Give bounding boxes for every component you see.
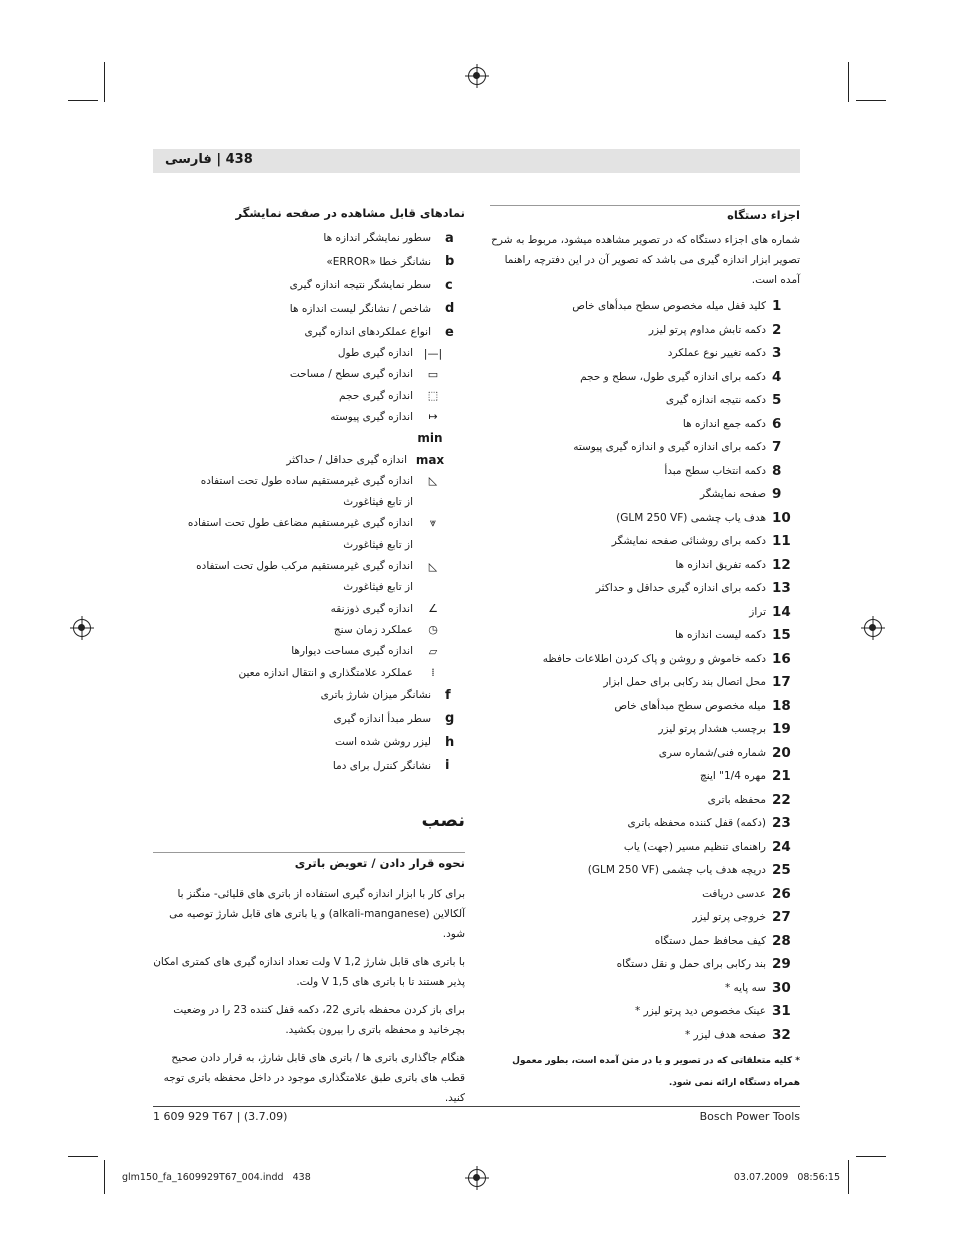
item-text: عدسی دریافت [702,887,766,900]
mode-symbol-icon [423,580,443,594]
parts-list-item [692,907,800,927]
item-number: 28 [772,932,791,949]
mode-symbol-icon: ◺ [428,474,438,488]
legend-item [304,322,465,342]
item-text: دکمه برای اندازه گیری و اندازه گیری پیوسته [573,441,766,453]
mode-text: از تابع فیثاغورث [343,538,413,551]
parts-list-item [649,320,800,340]
legend-item [323,228,465,248]
item-text: (دکمه) قفل کننده محفظه باتری [627,817,766,829]
item-number: 3 [772,345,782,361]
legend-letter: h [445,734,455,750]
mode-symbol-icon: min [417,431,443,446]
mode-item [291,641,443,661]
mode-item [343,535,443,555]
item-number: 30 [772,979,791,996]
legend-text: لیزر روشن شده است [334,736,431,748]
mode-item [290,364,443,384]
item-number: 15 [772,627,791,643]
legend-item [334,709,465,729]
item-number: 6 [772,415,782,432]
item-number: 2 [772,321,782,338]
mode-text: اندازه گیری غیرمستقیم مضاعف طول تحت استفاده [187,517,413,530]
legend-letter: b [445,254,455,269]
mode-text: اندازه گیری غیرمستقیم ساده طول تحت استفاده [200,474,413,487]
mode-item [188,513,443,533]
mode-text: اندازه گیری حجم [339,389,413,402]
item-number: 7 [772,439,782,455]
item-text: محل اتصال بند رکابی برای حمل ابزار [603,676,766,688]
parts-list-item [659,743,800,763]
item-number: 23 [772,815,791,831]
registration-mark-icon [468,67,486,85]
parts-list-item [700,766,800,786]
item-number: 12 [772,556,791,573]
mode-text: عملکرد زمان سنج [333,623,413,636]
mode-symbol-icon: ◷ [428,623,438,637]
doc-number: 1 609 929 T67 | (3.7.09) [153,1110,288,1123]
crop-mark [104,62,105,102]
parts-list-item [655,931,800,951]
display-legend [153,228,465,348]
parts-intro: شماره های اجزاء دستگاه که در تصویر مشاهده میشود، مربوط به شرح تصویر ابزار اندازه گیری می باشد که تصویر آن در این دفترچه راهنما آمده است. [491,234,800,286]
item-text: صفحه نمایشگر [699,488,766,500]
parts-list-item [658,719,800,739]
item-text: راهنمای تنظیم مسیر (جهت) یاب [623,840,766,853]
parts-list-item [572,296,800,316]
parts-list-item [668,343,800,363]
legend-letter: f [445,687,451,703]
parts-list-item [702,884,800,904]
item-number: 25 [772,862,791,878]
parts-list-item [614,696,800,716]
item-number: 20 [772,744,791,761]
parts-list-item [749,602,800,622]
mode-text: اندازه گیری ذوزنقه [330,602,413,615]
item-number: 26 [772,885,791,902]
parts-section [490,200,800,1095]
item-text: دکمه خاموش و روشن و پاک کردن اطلاعات حافظه [542,652,766,665]
mode-symbol-icon: ↦ [428,410,438,424]
parts-list-item [588,860,800,880]
mode-item [407,428,443,448]
mode-text: عملکرد علامتگذاری و انتقال اندازه معین [238,666,413,679]
crop-mark [68,100,98,101]
mode-symbol-icon: ⬚ [427,389,439,403]
crop-mark [856,100,886,101]
item-text: محفظه باتری [707,793,766,806]
mode-text: اندازه گیری حداقل / حداکثر [286,453,407,466]
item-number: 29 [772,956,791,972]
mode-text: از تابع فیثاغورث [343,496,413,509]
mode-item [338,343,443,363]
mode-symbol-icon [423,495,443,509]
legend-text: شاخص / نشانگر لیست اندازه ها [289,302,431,315]
crop-mark [856,1156,886,1157]
legend-text: نشانگر میزان شارژ باتری [320,689,431,701]
item-text: سه پایه * [724,981,766,994]
item-text: دکمه تابش مداوم پرتو لیزر [648,323,766,336]
item-number: 8 [772,462,782,479]
mode-symbol-icon: ⁞ [431,666,435,679]
item-text: شماره فنی/شماره سری [658,746,766,759]
item-text: برچسب هشدار پرتو لیزر [658,723,766,735]
item-number: 16 [772,650,791,667]
legend-item [321,685,465,705]
legend-letter: d [445,301,455,316]
item-number: 9 [772,486,782,502]
mode-item [238,663,443,683]
mode-item [196,556,443,576]
item-text: تراز [749,605,766,618]
item-number: 13 [772,580,791,596]
mode-symbol-icon: ◺ [428,559,438,573]
mode-item [201,471,443,491]
item-text: کیف محافظ حمل دستگاه [654,934,766,947]
legend-text: نشانگر کنترل برای دما [332,759,431,772]
mode-item [334,620,443,640]
crop-mark [848,62,849,102]
item-text: دکمه برای اندازه گیری حداقل و حداکثر [595,582,766,594]
parts-list-item [596,578,800,598]
crop-mark [104,1160,105,1194]
parts-list-item [580,367,800,387]
parts-list-item [675,625,800,645]
crop-mark [68,1156,98,1157]
mode-text: اندازه گیری غیرمستقیم مرکب طول تحت استفاده [196,560,413,572]
install-paragraph-2: با باتری های قابل شارژ 1,2 V ولت تعداد اندازه گیری های کمتری امکان پذیر هستند تا با باتری های 1,5 V ولت. [153,956,465,988]
item-text: هدف یاب چشمی (GLM 250 VF) [616,511,766,524]
item-text: دکمه جمع اندازه ها [682,417,766,430]
parts-list-item [666,390,800,410]
item-number: 10 [772,509,791,526]
registration-mark-icon [864,619,882,637]
item-text: دکمه تفریق اندازه ها [675,558,766,571]
legend-item [290,299,465,319]
parts-list-item [624,837,800,857]
registration-mark-icon [468,1169,486,1187]
parts-list-item [683,414,800,434]
section-rule [490,205,800,206]
brand-label: Bosch Power Tools [699,1110,800,1123]
item-text: دریچه هدف یاب چشمی (GLM 250 VF) [587,864,766,876]
item-number: 21 [772,768,791,784]
item-text: دکمه انتخاب سطح مبدأ [664,464,766,477]
install-paragraph-4: هنگام جاگذاری باتری ها / باتری های قابل شارژ، به قرار دادن صحیح قطب های باتری طبق علامتگذاری موجود در داخل محفظه باتری توجه کنید. [163,1052,465,1104]
item-text: بند رکابی برای حمل و نقل دستگاه [616,958,766,970]
parts-list-item [725,978,800,998]
item-number: 27 [772,909,791,925]
parts-list-item [700,484,800,504]
parts-list-item [664,461,800,481]
item-text: دکمه نتیجه اندازه گیری [665,394,766,406]
item-text: عینک مخصوص دید پرتو لیزر * [635,1005,766,1017]
install-paragraph-1: برای کار با ابزار اندازه گیری استفاده از باتری های قلیائی- منگنز با آلکالاین (alkali-manganese) و یا باتری های قابل شارژ توصیه می شود. [169,888,465,940]
crop-mark [848,1160,849,1194]
mode-item [330,407,443,427]
legend-item [333,756,465,776]
display-title: نمادهای قابل مشاهده در صفحه نمایشگر [235,206,465,220]
parts-list-item [708,790,800,810]
display-legend-2 [153,685,465,785]
item-text: دکمه لیست اندازه ها [674,629,766,641]
legend-item [326,252,465,272]
item-text: کلید قفل میله مخصوص سطح مبدأهای خاص [572,300,766,312]
mode-symbol-icon: ▱ [428,644,438,658]
item-number: 24 [772,838,791,855]
item-number: 31 [772,1003,791,1019]
item-text: مهره 1/4" اینچ [700,770,766,782]
mode-item [339,386,443,406]
item-number: 17 [772,674,791,690]
mode-item [331,599,443,619]
item-number: 11 [772,533,791,549]
item-text: دکمه برای روشنائی صفحه نمایشگر [611,535,766,547]
legend-letter: c [445,277,453,293]
parts-list-item [612,531,800,551]
mode-symbol-icon: max [415,452,445,467]
parts-list-item [685,1025,800,1045]
slug-date: 03.07.2009 08:56:15 [733,1172,840,1183]
page-header [153,149,800,173]
legend-letter: e [445,324,454,340]
footer-rule [153,1106,800,1107]
mode-item [286,450,443,470]
install-heading: نصب [421,810,465,831]
legend-letter: i [445,758,450,773]
mode-text: اندازه گیری طول [337,347,413,359]
page-label: 438 | فارسی [165,152,253,167]
item-text: خروجی پرتو لیزر [692,911,766,923]
mode-symbol-icon [423,538,443,552]
legend-text: سطر مبدأ اندازه گیری [333,712,431,725]
section-rule [153,852,465,853]
parts-list-item [635,1001,800,1021]
item-number: 32 [772,1026,791,1043]
install-subtitle: نحوه قرار دادن / تعویض باتری [294,856,465,870]
mode-symbol-icon: |—| [423,346,443,360]
display-section [153,200,465,1104]
mode-list [153,343,443,683]
parts-list-item [573,437,800,457]
item-number: 14 [772,603,791,620]
item-number: 4 [772,368,782,385]
item-text: دکمه برای اندازه گیری طول، سطح و حجم [580,370,766,383]
item-number: 18 [772,697,791,714]
item-number: 5 [772,392,782,408]
legend-text: نشانگر خطا «ERROR» [326,255,431,268]
item-text: میله مخصوص سطح مبدأهای خاص [614,699,766,712]
mode-symbol-icon: ▭ [427,367,439,381]
legend-item [335,732,465,752]
item-text: دکمه تغییر نوع عملکرد [667,347,766,359]
legend-text: انواع عملکردهای اندازه گیری [304,326,431,338]
registration-mark-icon [73,619,91,637]
parts-list-item [616,508,800,528]
parts-list-item [627,813,800,833]
legend-letter: g [445,711,455,726]
legend-letter: a [445,230,454,246]
parts-list-item [543,649,800,669]
mode-symbol-icon: ⩔ [429,516,437,530]
mode-text: از تابع فیثاغورث [343,581,413,594]
install-paragraph-3: برای باز کردن محفظه باتری 22، دکمه قفل کننده 23 را در وضعیت بچرخانید و محفظه باتری را بیرون بکشید. [173,1004,465,1036]
parts-list-item [675,555,800,575]
legend-item [290,275,465,295]
footnote: * کلیه متعلقاتی که در تصویر و یا در متن آمده است، بطور معمول همراه دستگاه ارائه نمی شود. [512,1056,800,1088]
item-number: 1 [772,298,782,314]
legend-text: سطر نمایشگر نتیجه اندازه گیری [289,279,431,291]
mode-text: اندازه گیری مساحت دیوارها [291,645,413,658]
mode-item [343,492,443,512]
parts-list [490,296,800,1056]
legend-text: سطور نمایشگر اندازه ها [323,232,431,244]
item-number: 22 [772,791,791,808]
mode-text: اندازه گیری پیوسته [330,410,413,423]
mode-text: اندازه گیری سطح / مساحت [289,368,413,381]
item-number: 19 [772,721,791,737]
slug-file: glm150_fa_1609929T67_004.indd 438 [122,1172,311,1183]
mode-symbol-icon: ∠ [428,602,438,616]
parts-list-item [603,672,800,692]
mode-item [343,577,443,597]
parts-title: اجزاء دستگاه [727,208,800,222]
parts-list-item [617,954,800,974]
item-text: صفحه هدف لیزر * [684,1028,766,1041]
